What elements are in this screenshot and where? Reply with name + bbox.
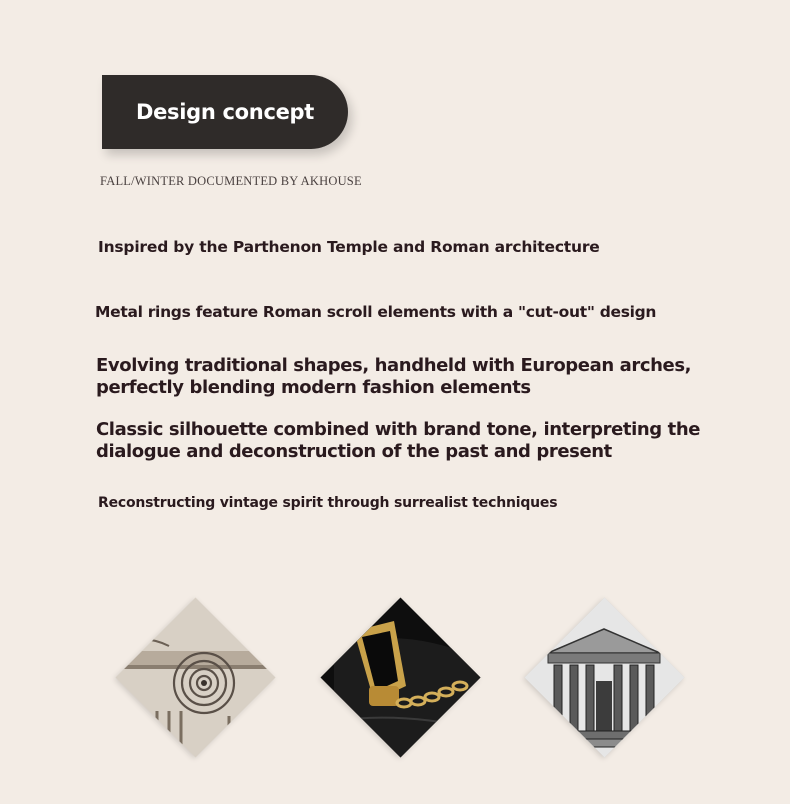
concept-line-metal-rings: Metal rings feature Roman scroll elements with a "cut-out" design <box>95 303 657 321</box>
concept-line-parthenon: Inspired by the Parthenon Temple and Roman architecture <box>98 238 600 256</box>
page-subtitle: FALL/WINTER DOCUMENTED BY AKHOUSE <box>100 174 362 188</box>
parthenon-temple-etching-image <box>525 598 685 758</box>
title-badge <box>102 75 348 149</box>
ionic-scroll-column-image <box>116 598 276 758</box>
concept-line-vintage-spirit: Reconstructing vintage spirit through surrealist techniques <box>98 495 558 511</box>
concept-line-traditional-shapes: Evolving traditional shapes, handheld with European arches, perfectly blending modern fashion elements <box>96 355 692 398</box>
page-title: Design concept <box>135 100 315 124</box>
concept-line-classic-silhouette: Classic silhouette combined with brand tone, interpreting the dialogue and deconstruction of the past and present <box>96 419 701 462</box>
black-handbag-gold-clasp-image <box>321 598 481 758</box>
